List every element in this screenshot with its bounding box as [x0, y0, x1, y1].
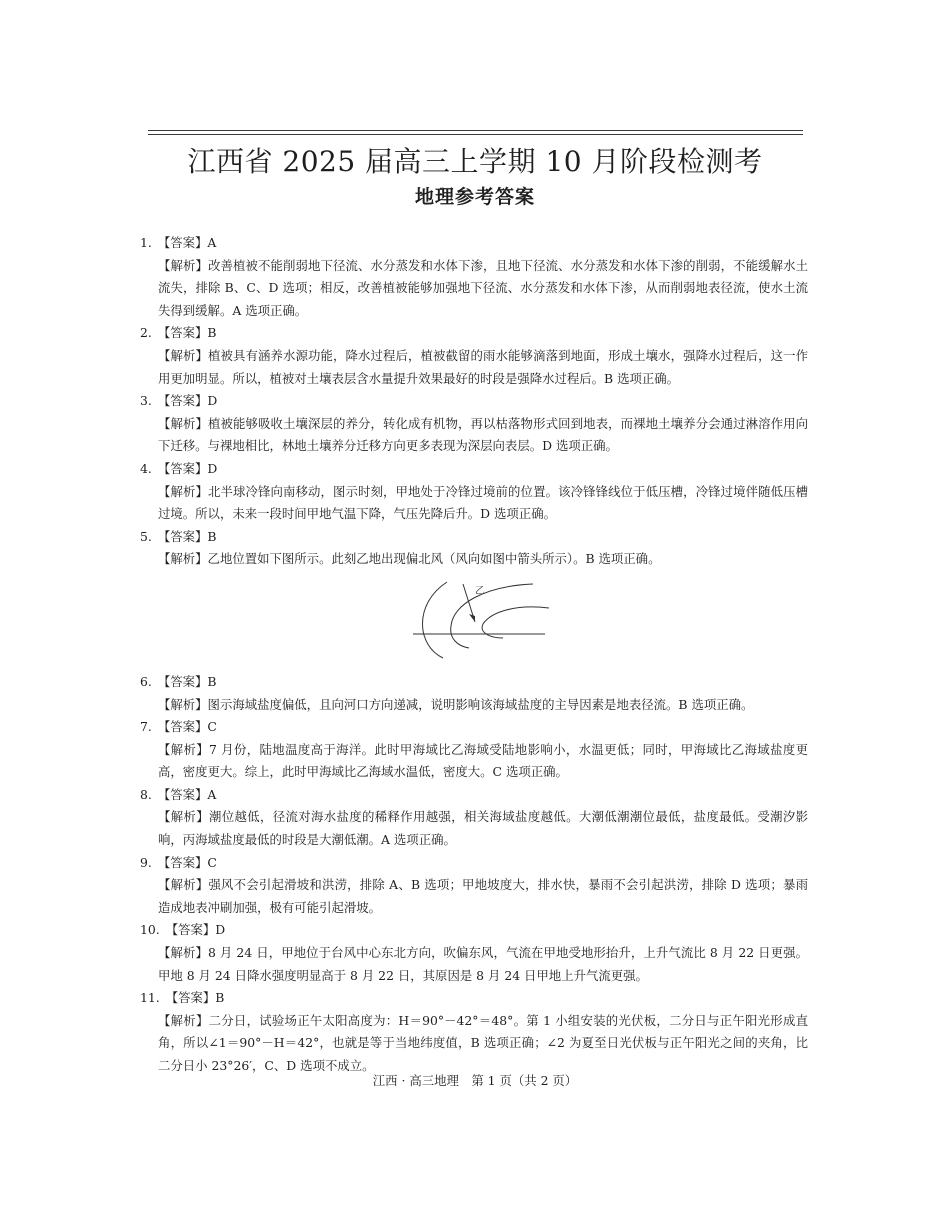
answer-item-9 — [140, 852, 808, 875]
answer-label: 【答案】D — [157, 393, 218, 409]
explanation: 【解析】图示海域盐度偏低，且向河口方向递减，说明影响该海域盐度的主导因素是地表径流。B 选项正确。 — [158, 696, 754, 712]
question-number: 3. — [140, 393, 152, 409]
answer-item-10 — [140, 919, 808, 942]
question-number: 7. — [140, 719, 152, 735]
explanation: 【解析】植被能够吸收土壤深层的养分，转化成有机物，再以枯落物形式回到地表，而裸地土壤养分会通过淋溶作用向下迁移。与裸地相比，林地土壤养分迁移方向更多表现为深层向表层。D 选项正确。 — [158, 415, 808, 454]
question-number: 10. — [140, 922, 160, 938]
explanation: 【解析】7 月份，陆地温度高于海洋。此时甲海域比乙海域受陆地影响小，水温更低；同时，甲海域比乙海域盐度更高，密度更大。综上，此时甲海域比乙海域水温低，密度大。C 选项正确。 — [158, 741, 808, 780]
question-number: 9. — [140, 854, 152, 870]
explanation: 【解析】8 月 24 日，甲地位于台风中心东北方向，吹偏东风，气流在甲地受地形抬升，上升气流比 8 月 22 日更强。甲地 8 月 24 日降水强度明显高于 8 月 22 日，其原因是 8 月 24 日甲地上升气流更强。 — [158, 945, 808, 983]
answer-item-4 — [140, 458, 808, 481]
isobar-inner — [482, 607, 549, 638]
answer-item-8 — [140, 784, 808, 807]
page-subtitle: 地理参考答案 — [414, 186, 535, 208]
explanation: 【解析】北半球冷锋向南移动，图示时刻，甲地处于冷锋过境前的位置。该冷锋锋线位于低压槽，冷锋过境伴随低压槽过境。所以，未来一段时间甲地气温下降，气压先降后升。D 选项正确。 — [158, 483, 808, 522]
page-title: 江西省 2025 届高三上学期 10 月阶段检测考 — [187, 145, 763, 178]
explanation: 【解析】改善植被不能削弱地下径流、水分蒸发和水体下渗，且地下径流、水分蒸发和水体下渗的削弱，不能缓解水土流失，排除 B、C、D 选项；相反，改善植被能够加强地下径流、水分蒸发和水体下渗，从而削弱地表径流，使水土流失得到缓解。A 选项正确。 — [158, 257, 808, 318]
question-number: 5. — [140, 528, 152, 544]
question-number: 4. — [140, 460, 152, 476]
answer-label: 【答案】A — [157, 235, 217, 250]
question-number: 1. — [140, 235, 152, 250]
answer-item-5 — [140, 526, 808, 549]
answer-item-1 — [140, 232, 808, 255]
question-number: 11. — [140, 990, 160, 1006]
answer-label: 【答案】A — [157, 786, 217, 802]
page-footer: 江西 · 高三地理 第 1 页（共 2 页） — [372, 1073, 578, 1088]
explanation: 【解析】二分日，试验场正午太阳高度为：H＝90°－42°＝48°。第 1 小组安装的光伏板，二分日与正午阳光形成直角，所以∠1＝90°－H＝42°，也就是等于当地纬度值，B 选项正确；∠2 为夏至日光伏板与正午阳光之间的夹角，比二分日小 23°26′，C、D 选项不成立。 — [158, 1012, 808, 1073]
answer-label: 【答案】B — [157, 325, 217, 341]
answer-label: 【答案】C — [157, 719, 217, 735]
wind-arrow-icon — [469, 614, 475, 622]
answer-item-6 — [140, 671, 808, 694]
question-number: 6. — [140, 673, 152, 689]
question-number: 8. — [140, 786, 152, 802]
answer-item-11 — [140, 987, 808, 1010]
explanation: 【解析】乙地位置如下图所示。此刻乙地出现偏北风（风向如图中箭头所示）。B 选项正确。 — [158, 551, 661, 567]
answer-label: 【答案】C — [157, 854, 217, 870]
answer-label: 【答案】B — [157, 673, 217, 689]
figure-label: 乙 — [475, 586, 485, 597]
explanation: 【解析】潮位越低，径流对海水盐度的稀释作用越强，相关海域盐度越低。大潮低潮潮位最低，盐度最低。受潮汐影响，丙海域盐度最低的时段是大潮低潮。A 选项正确。 — [158, 809, 808, 848]
answer-item-3 — [140, 390, 808, 413]
top-rule-1 — [148, 130, 803, 131]
answer-label: 【答案】D — [157, 460, 218, 476]
answer-item-7 — [140, 716, 808, 739]
question-number: 2. — [140, 325, 152, 341]
cold-front-diagram — [405, 574, 555, 662]
answer-item-2 — [140, 322, 808, 345]
explanation: 【解析】强风不会引起滑坡和洪涝，排除 A、B 选项；甲地坡度大，排水快，暴雨不会引起洪涝，排除 D 选项；暴雨造成地表冲刷加强，极有可能引起滑坡。 — [158, 877, 808, 915]
isobar-outer — [423, 582, 448, 658]
explanation: 【解析】植被具有涵养水源功能，降水过程后，植被截留的雨水能够滴落到地面，形成土壤水，强降水过程后，这一作用更加明显。所以，植被对土壤表层含水量提升效果最好的时段是强降水过程后。B 选项正确。 — [158, 347, 808, 386]
answer-label: 【答案】B — [157, 528, 217, 544]
answer-label: 【答案】D — [165, 922, 226, 938]
answer-label: 【答案】B — [165, 990, 225, 1006]
top-rule-2 — [148, 134, 803, 135]
